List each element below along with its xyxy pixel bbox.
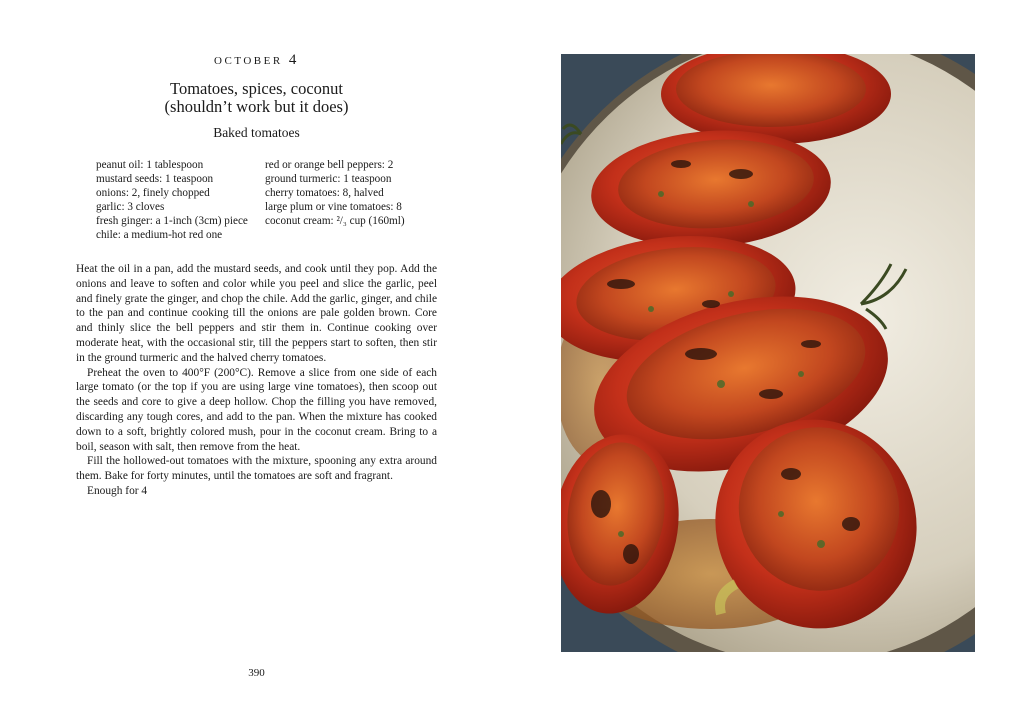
recipe-title bbox=[76, 80, 437, 116]
ingredient-item: red or orange bell peppers: 2 bbox=[265, 159, 394, 171]
ingredients-right-column bbox=[265, 159, 440, 229]
ingredient-item: large plum or vine tomatoes: 8 bbox=[265, 200, 402, 213]
ingredient-item: mustard seeds: 1 teaspoon bbox=[96, 172, 214, 185]
ingredient-item: cherry tomatoes: 8, halved bbox=[265, 186, 384, 199]
ingredient-item: fresh ginger: a 1-inch (3cm) piece bbox=[96, 214, 248, 227]
ingredient-item: garlic: 3 cloves bbox=[96, 200, 165, 213]
baked-tomatoes-photo bbox=[561, 54, 975, 652]
method-paragraph: Fill the hollowed-out tomatoes with the mixture, spooning any extra around them. Bake for forty minutes, until the tomatoes are soft and fragrant. bbox=[76, 455, 437, 483]
ingredient-item: onions: 2, finely chopped bbox=[96, 186, 210, 199]
ingredient-item: peanut oil: 1 tablespoon bbox=[96, 159, 204, 171]
recipe-title-line-2: (shouldn’t work but it does) bbox=[164, 97, 349, 116]
yield-line: Enough for 4 bbox=[87, 484, 148, 497]
method-paragraph: Preheat the oven to 400°F (200°C). Remove a slice from one side of each large tomato (or the top if you are using large vine tomatoes), then scoop out the seeds and core to give a deep hollow. Chop the filling you have removed, discarding any tough cores, and add to the pan. When the mixture has cooked down to a soft, brightly colored mush, pour in the coconut cream. Bring to a boil, season with salt, then remove from the heat. bbox=[76, 366, 437, 453]
recipe-title-line-1: Tomatoes, spices, coconut bbox=[170, 79, 343, 98]
photo-illustration bbox=[561, 54, 975, 652]
method-text bbox=[76, 262, 437, 499]
method-paragraph: Heat the oil in a pan, add the mustard seeds, and cook until they pop. Add the onions and leave to soften and color while you peel and slice the garlic, peel and finely grate the ginger, and chop the chile. Add the garlic, ginger, and chile to the pan and continue cooking till the onions are pale golden brown. Core and thinly slice the bell peppers and stir them in. Continue cooking over moderate heat, with the occasional stir, till the peppers start to soften, then stir in the ground turmeric and the halved cherry tomatoes. bbox=[76, 263, 437, 364]
ingredient-item: coconut cream: ²/₃ cup (160ml) bbox=[265, 214, 405, 227]
ingredients-left-column bbox=[96, 159, 261, 242]
ingredient-item: chile: a medium-hot red one bbox=[96, 228, 223, 241]
recipe-subtitle: Baked tomatoes bbox=[213, 125, 300, 140]
page-number: 390 bbox=[248, 667, 265, 679]
date-heading: october 4 bbox=[214, 52, 299, 68]
ingredient-item: ground turmeric: 1 teaspoon bbox=[265, 172, 392, 185]
